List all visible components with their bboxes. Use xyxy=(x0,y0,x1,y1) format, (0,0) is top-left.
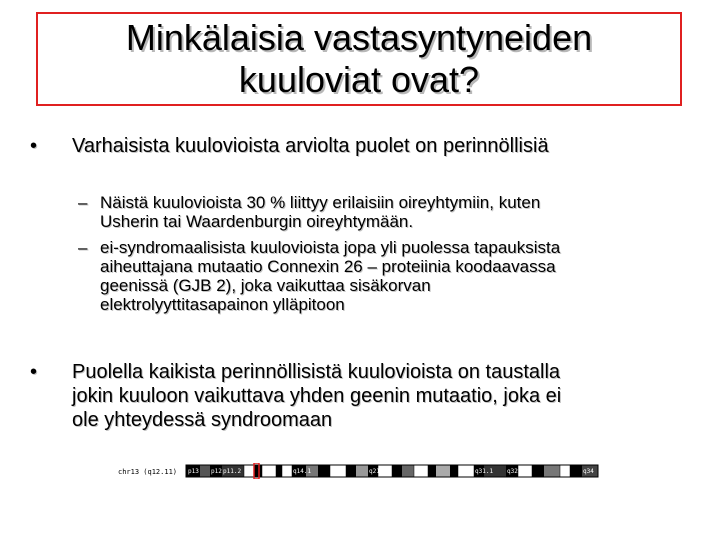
band xyxy=(532,465,544,477)
band xyxy=(244,465,254,477)
band-label: q32.3 xyxy=(507,468,526,475)
band xyxy=(560,465,570,477)
band-label: p11.2 xyxy=(223,468,242,475)
band-label: q21.1 xyxy=(369,468,388,475)
band xyxy=(330,465,346,477)
band xyxy=(458,465,474,477)
subbullet-2-line: ei-syndromaalisista kuulovioista jopa yli puolessa tapauksista xyxy=(100,238,561,257)
band-label: q31.1 xyxy=(475,468,494,475)
band xyxy=(392,465,402,477)
subbullet-2-line: geenissä (GJB 2), joka vaikuttaa sisäkorvan xyxy=(100,276,431,295)
band xyxy=(200,465,210,477)
band xyxy=(428,465,436,477)
band xyxy=(356,465,368,477)
band xyxy=(436,465,450,477)
band xyxy=(254,465,262,477)
band xyxy=(282,465,292,477)
band-label: p13 xyxy=(188,468,199,475)
band xyxy=(346,465,356,477)
bullet-2-marker: • xyxy=(30,361,38,383)
chromosome-bands xyxy=(186,465,598,477)
title-box xyxy=(36,12,682,106)
band xyxy=(276,465,282,477)
subbullet-1-text xyxy=(100,193,660,231)
band xyxy=(544,465,560,477)
subbullet-2-text xyxy=(100,238,660,314)
bullet-2-line: ole yhteydessä syndroomaan xyxy=(72,409,333,431)
band xyxy=(318,465,330,477)
title-line-1: Minkälaisia vastasyntyneiden xyxy=(125,17,593,58)
bullet-1-text: Varhaisista kuulovioista arviolta puolet on perinnöllisiä xyxy=(72,135,549,157)
subbullet-2-line: aiheuttajana mutaatio Connexin 26 – proteiinia koodaavassa xyxy=(100,257,556,276)
bullet-1-marker: • xyxy=(30,135,38,157)
subbullet-2-line: elektrolyyttitasapainon ylläpitoon xyxy=(100,295,345,314)
band xyxy=(414,465,428,477)
title-line-2: kuuloviat ovat? xyxy=(238,59,480,100)
band xyxy=(570,465,582,477)
subbullet-2-marker: – xyxy=(78,238,88,257)
band xyxy=(450,465,458,477)
bullet-2-text xyxy=(72,360,692,432)
bullet-2-line: Puolella kaikista perinnöllisistä kuulovioista on taustalla xyxy=(72,361,561,383)
subbullet-1-marker: – xyxy=(78,193,88,212)
subbullet-1-line: Näistä kuulovioista 30 % liittyy erilaisiin oireyhtymiin, kuten xyxy=(100,193,541,212)
band-label: p12 xyxy=(211,468,222,475)
band xyxy=(402,465,414,477)
chromosome-ideogram xyxy=(118,463,600,479)
subbullet-1-line: Usherin tai Waardenburgin oireyhtymään. xyxy=(100,212,414,231)
chromosome-label: chr13 (q12.11) xyxy=(118,468,178,476)
bullet-2-line: jokin kuuloon vaikuttava yhden geenin mutaatio, joka ei xyxy=(72,385,562,407)
band-label: q14.1 xyxy=(293,468,312,475)
band-label: q34 xyxy=(583,468,594,475)
band xyxy=(262,465,276,477)
